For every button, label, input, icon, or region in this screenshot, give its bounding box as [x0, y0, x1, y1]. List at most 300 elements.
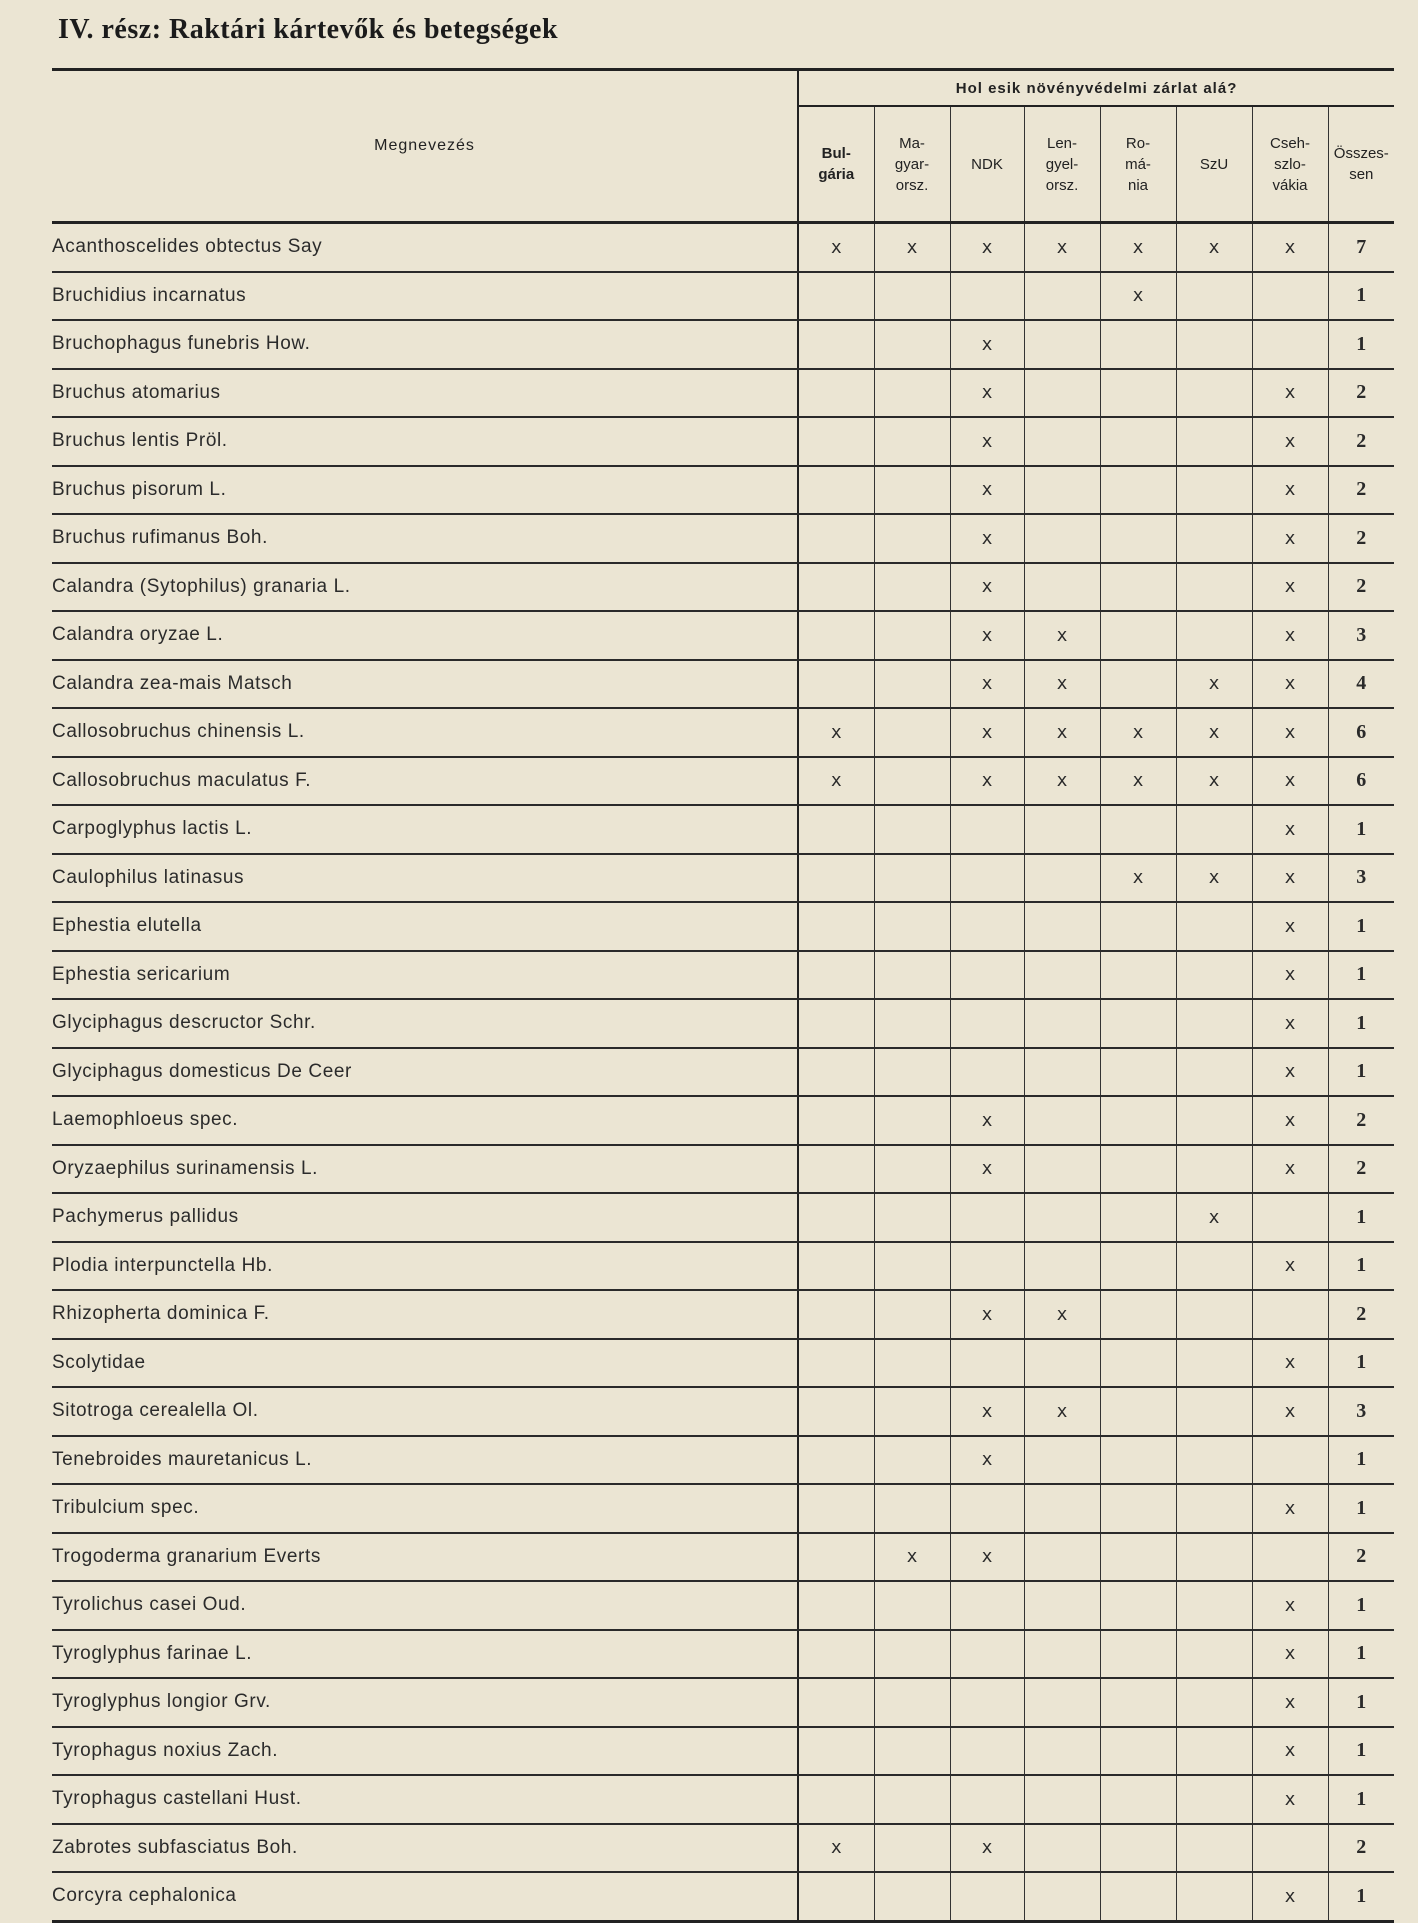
quarantine-mark-cell: [874, 1290, 950, 1339]
quarantine-mark-cell: [1024, 466, 1100, 515]
total-cell: 2: [1328, 1290, 1394, 1339]
quarantine-mark-cell: [950, 1339, 1024, 1388]
quarantine-mark-cell: [950, 854, 1024, 903]
quarantine-mark-cell: [874, 1145, 950, 1194]
quarantine-mark-cell: [798, 1048, 874, 1097]
total-cell: 6: [1328, 757, 1394, 806]
quarantine-mark-cell: x: [950, 1533, 1024, 1582]
quarantine-mark-cell: x: [1176, 660, 1252, 709]
total-cell: 1: [1328, 1775, 1394, 1824]
total-cell: 1: [1328, 1727, 1394, 1776]
column-header-csehszlovakia: Cseh- szlo- vákia: [1252, 106, 1328, 223]
table-row: [52, 1581, 1394, 1630]
quarantine-mark-cell: x: [1252, 708, 1328, 757]
quarantine-mark-cell: [874, 369, 950, 418]
quarantine-mark-cell: [1100, 1242, 1176, 1291]
quarantine-mark-cell: [950, 1242, 1024, 1291]
table-row: [52, 902, 1394, 951]
table-row: [52, 1290, 1394, 1339]
quarantine-mark-cell: [1176, 805, 1252, 854]
quarantine-mark-cell: x: [1252, 805, 1328, 854]
quarantine-mark-cell: [874, 563, 950, 612]
quarantine-mark-cell: [874, 1242, 950, 1291]
quarantine-mark-cell: [1100, 902, 1176, 951]
quarantine-mark-cell: [1176, 272, 1252, 321]
quarantine-mark-cell: x: [1252, 757, 1328, 806]
quarantine-mark-cell: x: [1100, 272, 1176, 321]
quarantine-mark-cell: [1100, 1533, 1176, 1582]
species-name-cell: Scolytidae: [52, 1339, 798, 1388]
quarantine-mark-cell: [874, 1630, 950, 1679]
quarantine-mark-cell: [1024, 1096, 1100, 1145]
quarantine-mark-cell: x: [1252, 417, 1328, 466]
quarantine-mark-cell: x: [1100, 854, 1176, 903]
quarantine-mark-cell: x: [1252, 1630, 1328, 1679]
quarantine-mark-cell: x: [874, 1533, 950, 1582]
quarantine-mark-cell: x: [1024, 223, 1100, 272]
quarantine-mark-cell: [874, 272, 950, 321]
quarantine-mark-cell: [874, 1048, 950, 1097]
quarantine-mark-cell: [1100, 611, 1176, 660]
quarantine-mark-cell: [1252, 1436, 1328, 1485]
total-cell: 1: [1328, 1242, 1394, 1291]
quarantine-mark-cell: x: [1252, 223, 1328, 272]
total-cell: 1: [1328, 1048, 1394, 1097]
quarantine-mark-cell: [1176, 1290, 1252, 1339]
species-name-cell: Calandra oryzae L.: [52, 611, 798, 660]
table-row: [52, 1872, 1394, 1921]
species-name-cell: Calandra (Sytophilus) granaria L.: [52, 563, 798, 612]
quarantine-mark-cell: [798, 466, 874, 515]
species-name-cell: Caulophilus latinasus: [52, 854, 798, 903]
quarantine-mark-cell: [1024, 1436, 1100, 1485]
quarantine-mark-cell: x: [950, 417, 1024, 466]
quarantine-mark-cell: [874, 1387, 950, 1436]
quarantine-mark-cell: [874, 708, 950, 757]
quarantine-mark-cell: [798, 854, 874, 903]
quarantine-mark-cell: [874, 320, 950, 369]
quarantine-mark-cell: [1100, 660, 1176, 709]
total-cell: 3: [1328, 1387, 1394, 1436]
total-cell: 6: [1328, 708, 1394, 757]
quarantine-mark-cell: x: [950, 611, 1024, 660]
species-name-cell: Ephestia sericarium: [52, 951, 798, 1000]
species-name-cell: Tyrophagus noxius Zach.: [52, 1727, 798, 1776]
quarantine-mark-cell: [1024, 1484, 1100, 1533]
quarantine-mark-cell: [1176, 1242, 1252, 1291]
quarantine-mark-cell: x: [1024, 611, 1100, 660]
quarantine-mark-cell: x: [1024, 1290, 1100, 1339]
total-cell: 2: [1328, 1824, 1394, 1873]
total-cell: 7: [1328, 223, 1394, 272]
quarantine-mark-cell: [798, 1872, 874, 1921]
quarantine-mark-cell: [950, 1775, 1024, 1824]
quarantine-mark-cell: [1100, 369, 1176, 418]
species-name-cell: Bruchus rufimanus Boh.: [52, 514, 798, 563]
quarantine-mark-cell: [798, 272, 874, 321]
quarantine-mark-cell: x: [1100, 757, 1176, 806]
quarantine-mark-cell: x: [1252, 999, 1328, 1048]
quarantine-mark-cell: [798, 1484, 874, 1533]
quarantine-mark-cell: [1100, 1193, 1176, 1242]
quarantine-mark-cell: [950, 1581, 1024, 1630]
quarantine-mark-cell: [1176, 369, 1252, 418]
species-name-cell: Bruchus atomarius: [52, 369, 798, 418]
quarantine-mark-cell: [1024, 417, 1100, 466]
quarantine-mark-cell: [1024, 1872, 1100, 1921]
species-name-cell: Rhizopherta dominica F.: [52, 1290, 798, 1339]
quarantine-mark-cell: [1100, 1872, 1176, 1921]
quarantine-mark-cell: [874, 1436, 950, 1485]
table-row: [52, 417, 1394, 466]
quarantine-mark-cell: [1176, 320, 1252, 369]
quarantine-mark-cell: [1100, 1339, 1176, 1388]
table-row: [52, 1048, 1394, 1097]
quarantine-mark-cell: x: [1252, 466, 1328, 515]
quarantine-mark-cell: [950, 1484, 1024, 1533]
quarantine-mark-cell: [798, 1678, 874, 1727]
total-cell: 2: [1328, 1145, 1394, 1194]
quarantine-mark-cell: x: [1252, 611, 1328, 660]
total-cell: 1: [1328, 902, 1394, 951]
total-cell: 1: [1328, 1581, 1394, 1630]
table-row: [52, 223, 1394, 272]
species-name-cell: Bruchus pisorum L.: [52, 466, 798, 515]
table-row: [52, 1436, 1394, 1485]
total-cell: 1: [1328, 1872, 1394, 1921]
species-name-cell: Tyrolichus casei Oud.: [52, 1581, 798, 1630]
quarantine-mark-cell: [1024, 951, 1100, 1000]
quarantine-mark-cell: [1100, 1727, 1176, 1776]
quarantine-mark-cell: x: [874, 223, 950, 272]
table-row: [52, 999, 1394, 1048]
table-row: [52, 272, 1394, 321]
quarantine-mark-cell: x: [950, 1824, 1024, 1873]
species-name-cell: Bruchus lentis Pröl.: [52, 417, 798, 466]
column-header-szu: SzU: [1176, 106, 1252, 223]
column-header-osszesen: Összes- sen: [1328, 106, 1394, 223]
total-cell: 2: [1328, 417, 1394, 466]
quarantine-mark-cell: x: [1176, 854, 1252, 903]
table-row: [52, 563, 1394, 612]
quarantine-mark-cell: [1024, 999, 1100, 1048]
quarantine-mark-cell: [798, 1533, 874, 1582]
quarantine-mark-cell: [874, 902, 950, 951]
quarantine-mark-cell: x: [1176, 757, 1252, 806]
column-header-ndk: NDK: [950, 106, 1024, 223]
quarantine-mark-cell: x: [1252, 1387, 1328, 1436]
quarantine-mark-cell: [1100, 1436, 1176, 1485]
quarantine-mark-cell: [874, 854, 950, 903]
quarantine-mark-cell: [1176, 1678, 1252, 1727]
quarantine-mark-cell: x: [1024, 660, 1100, 709]
quarantine-mark-cell: [1176, 417, 1252, 466]
quarantine-mark-cell: x: [1252, 1872, 1328, 1921]
quarantine-mark-cell: [874, 611, 950, 660]
quarantine-mark-cell: [874, 1581, 950, 1630]
quarantine-mark-cell: [798, 563, 874, 612]
quarantine-mark-cell: [1024, 805, 1100, 854]
quarantine-mark-cell: [798, 1630, 874, 1679]
quarantine-mark-cell: x: [950, 1145, 1024, 1194]
table-row: [52, 611, 1394, 660]
quarantine-mark-cell: x: [1024, 1387, 1100, 1436]
quarantine-mark-cell: x: [1252, 1775, 1328, 1824]
quarantine-mark-cell: x: [950, 1436, 1024, 1485]
total-cell: 1: [1328, 805, 1394, 854]
quarantine-mark-cell: [1024, 1242, 1100, 1291]
quarantine-mark-cell: [1024, 1630, 1100, 1679]
species-name-cell: Oryzaephilus surinamensis L.: [52, 1145, 798, 1194]
table-row: [52, 514, 1394, 563]
species-name-cell: Tenebroides mauretanicus L.: [52, 1436, 798, 1485]
quarantine-mark-cell: [1176, 1096, 1252, 1145]
quarantine-mark-cell: x: [1100, 708, 1176, 757]
quarantine-mark-cell: [1100, 1775, 1176, 1824]
quarantine-mark-cell: [1024, 1581, 1100, 1630]
quarantine-table: [52, 68, 1394, 1923]
table-row: [52, 708, 1394, 757]
quarantine-mark-cell: x: [1252, 660, 1328, 709]
quarantine-mark-cell: [1024, 1339, 1100, 1388]
quarantine-mark-cell: [798, 1096, 874, 1145]
quarantine-mark-cell: x: [1252, 854, 1328, 903]
quarantine-mark-cell: x: [1024, 757, 1100, 806]
total-cell: 4: [1328, 660, 1394, 709]
quarantine-mark-cell: [1176, 1775, 1252, 1824]
quarantine-mark-cell: x: [950, 320, 1024, 369]
species-name-cell: Acanthoscelides obtectus Say: [52, 223, 798, 272]
total-cell: 1: [1328, 1436, 1394, 1485]
species-name-cell: Laemophloeus spec.: [52, 1096, 798, 1145]
quarantine-mark-cell: [1252, 1290, 1328, 1339]
quarantine-mark-cell: x: [950, 1096, 1024, 1145]
quarantine-mark-cell: [874, 1339, 950, 1388]
quarantine-mark-cell: [1024, 320, 1100, 369]
quarantine-mark-cell: [1100, 1824, 1176, 1873]
quarantine-mark-cell: x: [1252, 1048, 1328, 1097]
quarantine-mark-cell: [798, 1727, 874, 1776]
quarantine-mark-cell: [798, 514, 874, 563]
species-name-cell: Ephestia elutella: [52, 902, 798, 951]
quarantine-mark-cell: [950, 1193, 1024, 1242]
table-row: [52, 1775, 1394, 1824]
quarantine-mark-cell: x: [798, 708, 874, 757]
species-name-cell: Tribulcium spec.: [52, 1484, 798, 1533]
species-name-cell: Callosobruchus maculatus F.: [52, 757, 798, 806]
species-name-cell: Zabrotes subfasciatus Boh.: [52, 1824, 798, 1873]
quarantine-mark-cell: [1176, 1339, 1252, 1388]
quarantine-mark-cell: [1176, 1630, 1252, 1679]
quarantine-mark-cell: [798, 1775, 874, 1824]
quarantine-mark-cell: [1024, 1678, 1100, 1727]
quarantine-mark-cell: [874, 1824, 950, 1873]
quarantine-mark-cell: [798, 1242, 874, 1291]
quarantine-mark-cell: [1176, 1436, 1252, 1485]
quarantine-mark-cell: [1100, 1581, 1176, 1630]
quarantine-mark-cell: [950, 1872, 1024, 1921]
column-header-romania: Ro- má- nia: [1100, 106, 1176, 223]
quarantine-mark-cell: x: [1176, 1193, 1252, 1242]
table-row: [52, 1096, 1394, 1145]
table-row: [52, 1242, 1394, 1291]
species-name-cell: Pachymerus pallidus: [52, 1193, 798, 1242]
quarantine-mark-cell: [950, 1678, 1024, 1727]
quarantine-mark-cell: [1024, 1775, 1100, 1824]
quarantine-mark-cell: [1100, 1484, 1176, 1533]
species-name-cell: Plodia interpunctella Hb.: [52, 1242, 798, 1291]
quarantine-mark-cell: [1100, 563, 1176, 612]
species-name-cell: Sitotroga cerealella Ol.: [52, 1387, 798, 1436]
quarantine-mark-cell: [798, 1290, 874, 1339]
quarantine-mark-cell: [874, 1096, 950, 1145]
table-row: [52, 757, 1394, 806]
quarantine-mark-cell: x: [1252, 1145, 1328, 1194]
quarantine-mark-cell: [950, 902, 1024, 951]
quarantine-mark-cell: x: [798, 223, 874, 272]
quarantine-mark-cell: [874, 1484, 950, 1533]
quarantine-mark-cell: [1024, 1533, 1100, 1582]
table-row: [52, 1727, 1394, 1776]
quarantine-mark-cell: [1176, 1872, 1252, 1921]
quarantine-mark-cell: [874, 1872, 950, 1921]
quarantine-mark-cell: [874, 1727, 950, 1776]
total-cell: 1: [1328, 999, 1394, 1048]
quarantine-mark-cell: [1176, 1727, 1252, 1776]
quarantine-mark-cell: [798, 1581, 874, 1630]
quarantine-mark-cell: [874, 757, 950, 806]
species-name-cell: Glyciphagus domesticus De Ceer: [52, 1048, 798, 1097]
species-name-cell: Corcyra cephalonica: [52, 1872, 798, 1921]
quarantine-mark-cell: x: [950, 1290, 1024, 1339]
total-cell: 2: [1328, 466, 1394, 515]
quarantine-mark-cell: [1024, 1727, 1100, 1776]
total-cell: 1: [1328, 272, 1394, 321]
quarantine-mark-cell: [874, 1775, 950, 1824]
quarantine-mark-cell: x: [1176, 223, 1252, 272]
quarantine-mark-cell: [798, 369, 874, 418]
quarantine-mark-cell: [1024, 902, 1100, 951]
quarantine-mark-cell: x: [1252, 1339, 1328, 1388]
quarantine-mark-cell: [798, 999, 874, 1048]
table-row: [52, 1630, 1394, 1679]
table-row: [52, 1824, 1394, 1873]
quarantine-mark-cell: x: [1252, 1484, 1328, 1533]
column-group-header: Hol esik növényvédelmi zárlat alá?: [798, 70, 1394, 107]
quarantine-mark-cell: [1176, 466, 1252, 515]
quarantine-mark-cell: [798, 417, 874, 466]
species-name-cell: Tyroglyphus longior Grv.: [52, 1678, 798, 1727]
total-cell: 1: [1328, 1484, 1394, 1533]
quarantine-mark-cell: [1100, 417, 1176, 466]
quarantine-mark-cell: x: [950, 514, 1024, 563]
column-header-bulgaria: Bul- gária: [798, 106, 874, 223]
quarantine-mark-cell: [1024, 272, 1100, 321]
quarantine-mark-cell: [1176, 951, 1252, 1000]
total-cell: 1: [1328, 1339, 1394, 1388]
quarantine-mark-cell: x: [950, 563, 1024, 612]
quarantine-mark-cell: x: [950, 660, 1024, 709]
quarantine-mark-cell: x: [1252, 369, 1328, 418]
quarantine-mark-cell: [950, 1048, 1024, 1097]
quarantine-mark-cell: [798, 660, 874, 709]
table-row: [52, 1484, 1394, 1533]
quarantine-mark-cell: [950, 1727, 1024, 1776]
quarantine-mark-cell: [1024, 854, 1100, 903]
table-body: [52, 223, 1394, 1922]
total-cell: 1: [1328, 1193, 1394, 1242]
quarantine-mark-cell: [1100, 320, 1176, 369]
table-row: [52, 1678, 1394, 1727]
quarantine-mark-cell: [798, 1387, 874, 1436]
quarantine-mark-cell: [1252, 320, 1328, 369]
quarantine-mark-cell: [874, 999, 950, 1048]
total-cell: 2: [1328, 563, 1394, 612]
quarantine-mark-cell: x: [1176, 708, 1252, 757]
quarantine-mark-cell: [798, 1339, 874, 1388]
quarantine-mark-cell: x: [950, 466, 1024, 515]
species-name-cell: Carpoglyphus lactis L.: [52, 805, 798, 854]
quarantine-mark-cell: [1100, 1630, 1176, 1679]
quarantine-mark-cell: [950, 272, 1024, 321]
quarantine-mark-cell: [1176, 1145, 1252, 1194]
quarantine-mark-cell: [1176, 1533, 1252, 1582]
total-cell: 1: [1328, 951, 1394, 1000]
total-cell: 3: [1328, 854, 1394, 903]
quarantine-mark-cell: x: [950, 369, 1024, 418]
quarantine-mark-cell: x: [950, 1387, 1024, 1436]
quarantine-mark-cell: [874, 660, 950, 709]
quarantine-mark-cell: [1100, 1678, 1176, 1727]
table-row: [52, 320, 1394, 369]
quarantine-mark-cell: [1176, 514, 1252, 563]
table-row: [52, 805, 1394, 854]
quarantine-mark-cell: x: [1252, 902, 1328, 951]
column-header-magyarorszag: Ma- gyar- orsz.: [874, 106, 950, 223]
quarantine-mark-cell: x: [950, 708, 1024, 757]
quarantine-mark-cell: x: [1252, 1727, 1328, 1776]
quarantine-mark-cell: [798, 1436, 874, 1485]
quarantine-mark-cell: [1252, 272, 1328, 321]
table-row: [52, 466, 1394, 515]
total-cell: 2: [1328, 1096, 1394, 1145]
quarantine-mark-cell: [798, 1193, 874, 1242]
quarantine-mark-cell: [1024, 1824, 1100, 1873]
quarantine-mark-cell: [874, 514, 950, 563]
quarantine-mark-cell: x: [950, 223, 1024, 272]
quarantine-mark-cell: [950, 999, 1024, 1048]
quarantine-mark-cell: [1100, 514, 1176, 563]
quarantine-mark-cell: [1176, 1581, 1252, 1630]
quarantine-mark-cell: [1100, 1096, 1176, 1145]
species-name-cell: Trogoderma granarium Everts: [52, 1533, 798, 1582]
quarantine-mark-cell: [1100, 1145, 1176, 1194]
quarantine-mark-cell: [1100, 466, 1176, 515]
quarantine-mark-cell: [1176, 999, 1252, 1048]
quarantine-mark-cell: [798, 320, 874, 369]
species-name-cell: Callosobruchus chinensis L.: [52, 708, 798, 757]
quarantine-mark-cell: [1100, 1290, 1176, 1339]
quarantine-mark-cell: [1100, 951, 1176, 1000]
table-row: [52, 854, 1394, 903]
quarantine-mark-cell: [950, 951, 1024, 1000]
quarantine-mark-cell: x: [1100, 223, 1176, 272]
quarantine-mark-cell: [1176, 563, 1252, 612]
quarantine-mark-cell: x: [1252, 1096, 1328, 1145]
table-row: [52, 1387, 1394, 1436]
table-row: [52, 369, 1394, 418]
quarantine-mark-cell: x: [1252, 951, 1328, 1000]
